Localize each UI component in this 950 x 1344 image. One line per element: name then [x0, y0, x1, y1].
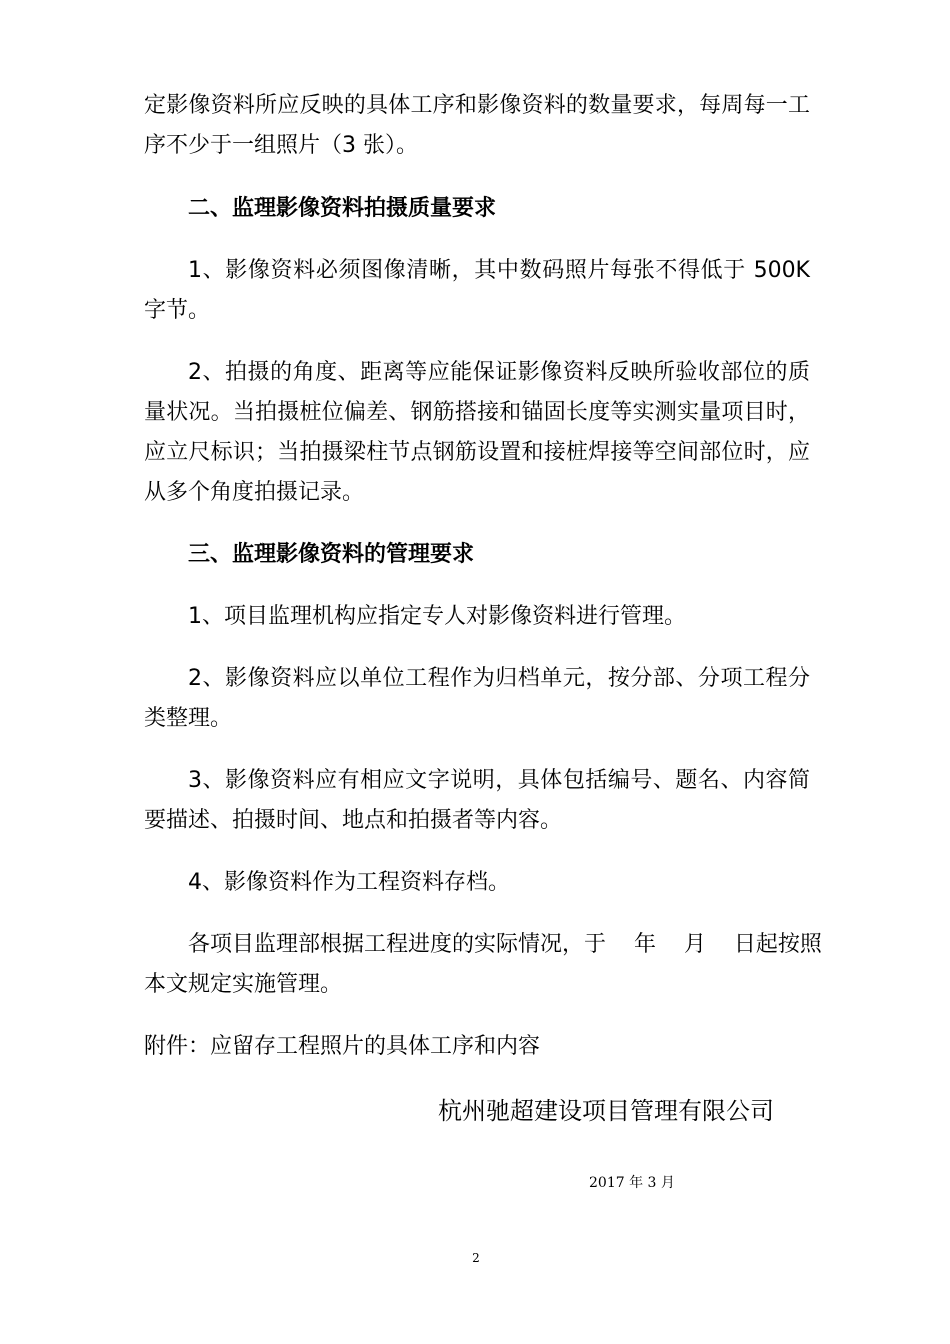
- section-3-item-2-line-2: 类整理。: [144, 706, 233, 731]
- intro-line-2: 序不少于一组照片（3 张）。: [144, 133, 418, 158]
- section-3-item-2-line-1: 2、影像资料应以单位工程作为归档单元，按分部、分项工程分: [188, 666, 810, 691]
- section-2-item-2-line-4: 从多个角度拍摄记录。: [144, 480, 365, 505]
- intro-line-1: 定影像资料所应反映的具体工序和影像资料的数量要求，每周每一工: [144, 93, 810, 118]
- section-3-item-3-line-1: 3、影像资料应有相应文字说明，具体包括编号、题名、内容简: [188, 768, 810, 793]
- section-2-item-1-line-2: 字节。: [144, 298, 211, 323]
- implementation-line-2: 本文规定实施管理。: [144, 972, 343, 997]
- section-2-item-2-line-1: 2、拍摄的角度、距离等应能保证影像资料反映所验收部位的质: [188, 360, 810, 385]
- section-2-item-2-line-3: 应立尺标识；当拍摄梁柱节点钢筋设置和接桩焊接等空间部位时，应: [144, 440, 810, 465]
- section-3-item-4-line-1: 4、影像资料作为工程资料存档。: [188, 870, 510, 895]
- section-3-heading: 三、监理影像资料的管理要求: [188, 542, 475, 567]
- section-3-item-3-line-2: 要描述、拍摄时间、地点和拍摄者等内容。: [144, 808, 563, 833]
- company-signature: 杭州驰超建设项目管理有限公司: [438, 1097, 774, 1125]
- page-number: 2: [472, 1251, 480, 1265]
- section-2-item-1-line-1: 1、影像资料必须图像清晰，其中数码照片每张不得低于 500K: [188, 258, 810, 283]
- document-date: 2017 年 3 月: [589, 1175, 675, 1191]
- section-3-item-1-line-1: 1、项目监理机构应指定专人对影像资料进行管理。: [188, 604, 686, 629]
- attachment-note: 附件：应留存工程照片的具体工序和内容: [144, 1034, 541, 1059]
- section-2-item-2-line-2: 量状况。当拍摄桩位偏差、钢筋搭接和锚固长度等实测实量项目时，: [144, 400, 810, 425]
- section-2-heading: 二、监理影像资料拍摄质量要求: [188, 196, 497, 221]
- implementation-line-1: 各项目监理部根据工程进度的实际情况，于 年 月 日起按照: [188, 932, 822, 957]
